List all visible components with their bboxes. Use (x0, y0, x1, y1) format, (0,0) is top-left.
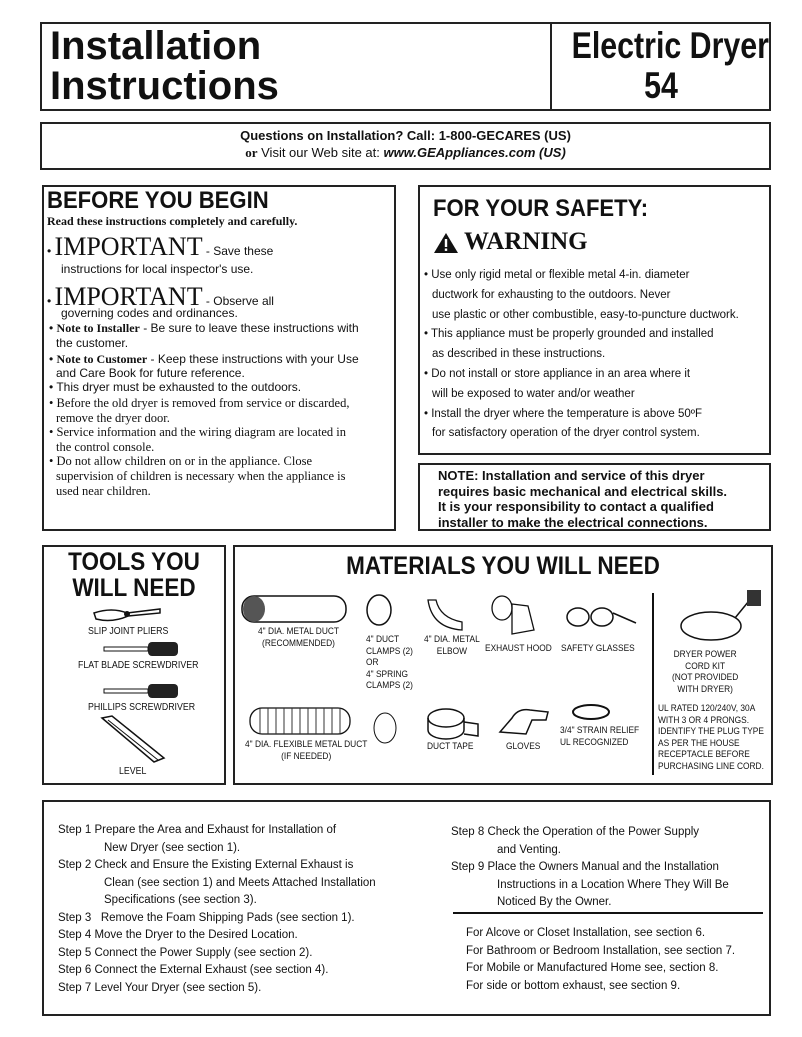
note-text: - Be sure to leave these instructions with (143, 321, 359, 335)
safety-line: • Install the dryer where the temperature is above 50ºF (424, 407, 702, 420)
product-name: Electric Dryer (571, 25, 769, 66)
label-line: WITH DRYER) (677, 683, 733, 695)
page-title (50, 26, 279, 106)
steps-right (451, 824, 729, 912)
step-line: Instructions in a Location Where They Will Be (497, 878, 729, 891)
flexible-duct-icon (248, 706, 352, 736)
customer-note: • Note to Customer - Keep these instructions with your Use (49, 352, 359, 366)
note-line: It is your responsibility to contact a qualified (438, 499, 714, 514)
installer-note: • Note to Installer - Be sure to leave these instructions with (49, 321, 359, 335)
gloves-icon (496, 704, 552, 738)
duct-tape-label: DUCT TAPE (427, 741, 474, 752)
label-line: RECEPTACLE BEFORE (658, 749, 750, 760)
serif-bullets (49, 396, 349, 498)
warning-triangle-icon (433, 232, 459, 254)
safety-line: use plastic or other combustible, easy-to-puncture ductwork. (432, 308, 739, 321)
or-text: or (245, 145, 258, 160)
step-line: Step 3 Remove the Foam Shipping Pads (see section 1). (58, 911, 355, 924)
important-text: - Save these (205, 244, 274, 258)
special-line: For side or bottom exhaust, see section 9. (466, 979, 681, 992)
label-line: ELBOW (436, 645, 467, 657)
safety-line: for satisfactory operation of the dryer control system. (432, 427, 700, 440)
special-installations (466, 925, 735, 995)
section-heading: BEFORE YOU BEGIN (47, 187, 269, 214)
bullet-line: • Before the old dryer is removed from service or discarded, (49, 396, 350, 410)
web-line (40, 145, 771, 161)
title-line: Instructions (50, 64, 279, 108)
important-text: governing codes and ordinances. (61, 306, 238, 320)
level-icon (98, 714, 168, 766)
important-label: IMPORTANT (54, 282, 203, 311)
label-line: DRYER POWER (673, 649, 737, 660)
label-line: AS PER THE HOUSE (658, 737, 740, 749)
label-line: CORD KIT (685, 660, 726, 672)
safety-line: • Do not install or store appliance in an area where it (424, 367, 691, 380)
special-line: For Alcove or Closet Installation, see section 6. (466, 927, 706, 939)
divider (453, 912, 763, 914)
bullet-line: • Service information and the wiring diagram are located in (49, 425, 346, 440)
important-text: instructions for local inspector's use. (61, 262, 254, 276)
intro-text: Read these instructions completely and carefully. (47, 214, 298, 228)
warning-label: WARNING (464, 228, 588, 255)
label-line: (IF NEEDED) (281, 750, 332, 762)
bullet-line: the control console. (56, 439, 155, 454)
step-line: Step 2 Check and Ensure the Existing External Exhaust is (58, 859, 354, 871)
label-line: CLAMPS (2) (366, 680, 413, 691)
flexible-duct-label (245, 739, 367, 762)
label-line: 4" DIA. FLEXIBLE METAL DUCT (245, 739, 368, 750)
important-item: • IMPORTANT - Observe all (47, 282, 274, 311)
step-line: Step 7 Level Your Dryer (see section 5). (58, 981, 262, 994)
label-line: 3/4" STRAIN RELIEF (560, 725, 640, 736)
label-line: WITH 3 OR 4 PRONGS. (658, 714, 750, 726)
label-line: PURCHASING LINE CORD. (658, 760, 764, 772)
step-line: Step 5 Connect the Power Supply (see section 2). (58, 946, 313, 959)
heading-line: TOOLS YOU (68, 548, 200, 576)
label-line: 4" DUCT (366, 634, 400, 645)
label-line: OR (366, 657, 379, 668)
safety-line: as described in these instructions. (432, 348, 606, 361)
duct-tape-icon (426, 706, 482, 740)
model-number: 54 (644, 65, 678, 106)
bullet-line: used near children. (56, 483, 151, 498)
exhaust-hood-label: EXHAUST HOOD (485, 643, 552, 654)
step-line: Specifications (see section 3). (104, 894, 257, 906)
elbow-icon (426, 598, 466, 632)
steps-left (58, 822, 376, 997)
strain-relief-icon (566, 700, 616, 724)
important-label: IMPORTANT (54, 232, 203, 261)
strain-relief-label (560, 725, 639, 748)
website-link[interactable]: www.GEAppliances.com (US) (383, 145, 566, 160)
label-line: 4" DIA. METAL DUCT (258, 626, 340, 637)
label-line: (NOT PROVIDED (672, 672, 739, 683)
note-text: - Keep these instructions with your Use (150, 352, 359, 366)
important-item: • IMPORTANT - Save these (47, 232, 274, 261)
step-line: Step 4 Move the Dryer to the Desired Location. (58, 929, 298, 941)
tool-label: PHILLIPS SCREWDRIVER (88, 702, 196, 713)
important-text: - Observe all (205, 294, 274, 308)
clamps-label (366, 634, 413, 692)
exhaust-note: • This dryer must be exhausted to the outdoors. (49, 380, 302, 394)
note-label: Note to Customer (56, 352, 148, 366)
label-line: IDENTIFY THE PLUG TYPE (658, 726, 764, 737)
duct-clamp-icon (364, 592, 394, 628)
tool-label: SLIP JOINT PLIERS (88, 626, 169, 637)
metal-duct-label (258, 626, 339, 649)
gloves-label: GLOVES (506, 741, 541, 752)
special-line: For Mobile or Manufactured Home see, section 8. (466, 962, 719, 974)
step-line: Clean (see section 1) and Meets Attached Installation (104, 876, 376, 889)
step-line: Noticed By the Owner. (497, 896, 612, 908)
label-line: UL RATED 120/240V, 30A (658, 703, 756, 714)
divider (652, 593, 654, 775)
note-label: Note to Installer (56, 321, 140, 335)
step-line: Step 8 Check the Operation of the Power Supply (451, 826, 700, 838)
section-heading: FOR YOUR SAFETY: (433, 195, 649, 222)
flat-screwdriver-icon (100, 639, 180, 659)
note-line: requires basic mechanical and electrical skills. (438, 483, 728, 499)
tool-label: FLAT BLADE SCREWDRIVER (78, 660, 199, 671)
note-text: and Care Book for future reference. (56, 366, 245, 380)
divider (550, 22, 552, 111)
label-line: 4" DIA. METAL (424, 634, 480, 645)
cord-note (658, 703, 764, 772)
safety-line: • Use only rigid metal or flexible metal 4-in. diameter (424, 269, 690, 281)
power-cord-icon (675, 588, 765, 644)
bullet-line: • Do not allow children on or in the appliance. Close (49, 454, 312, 469)
label-line: 4" SPRING (366, 668, 408, 680)
title-line: Installation (50, 24, 262, 68)
step-line: New Dryer (see section 1). (104, 841, 241, 854)
note-text: the customer. (56, 336, 129, 350)
safety-line: will be exposed to water and/or weather (432, 387, 635, 400)
step-line: Step 9 Place the Owners Manual and the Installation (451, 861, 719, 873)
bullet-line: supervision of children is necessary when the appliance is (56, 468, 346, 483)
step-line: Step 6 Connect the External Exhaust (see section 4). (58, 964, 329, 976)
special-line: For Bathroom or Bedroom Installation, see section 7. (466, 944, 736, 957)
safety-glasses-icon (564, 603, 640, 631)
safety-glasses-label: SAFETY GLASSES (561, 643, 635, 654)
exhaust-hood-icon (488, 594, 538, 638)
bullet-line: remove the dryer door. (56, 410, 170, 425)
label-line: CLAMPS (2) (366, 645, 413, 657)
phillips-screwdriver-icon (100, 681, 180, 701)
note-line: NOTE: Installation and service of this dryer (438, 468, 705, 483)
tool-label: LEVEL (119, 766, 147, 777)
product-title (571, 25, 769, 106)
phone-line: Questions on Installation? Call: 1-800-GECARES (US) (240, 128, 571, 143)
spring-clamp-icon (370, 710, 400, 748)
metal-duct-icon (240, 594, 350, 624)
elbow-label (424, 634, 480, 657)
visit-text: Visit our Web site at: (261, 145, 380, 160)
label-line: (RECOMMENDED) (262, 637, 335, 649)
note-text (438, 468, 727, 530)
label-line: UL RECOGNIZED (560, 736, 629, 748)
safety-line: ductwork for exhausting to the outdoors. Never (432, 288, 671, 301)
note-line: installer to make the electrical connections. (438, 514, 708, 530)
step-line: Step 1 Prepare the Area and Exhaust for Installation of (58, 824, 337, 836)
step-line: and Venting. (497, 843, 561, 856)
pliers-icon (92, 605, 162, 625)
safety-list (424, 266, 739, 444)
heading-line: WILL NEED (72, 574, 196, 602)
safety-line: • This appliance must be properly grounded and installed (424, 328, 714, 341)
cord-kit-label (672, 649, 738, 695)
tools-heading (51, 549, 217, 601)
materials-heading: MATERIALS YOU WILL NEED (346, 552, 660, 580)
